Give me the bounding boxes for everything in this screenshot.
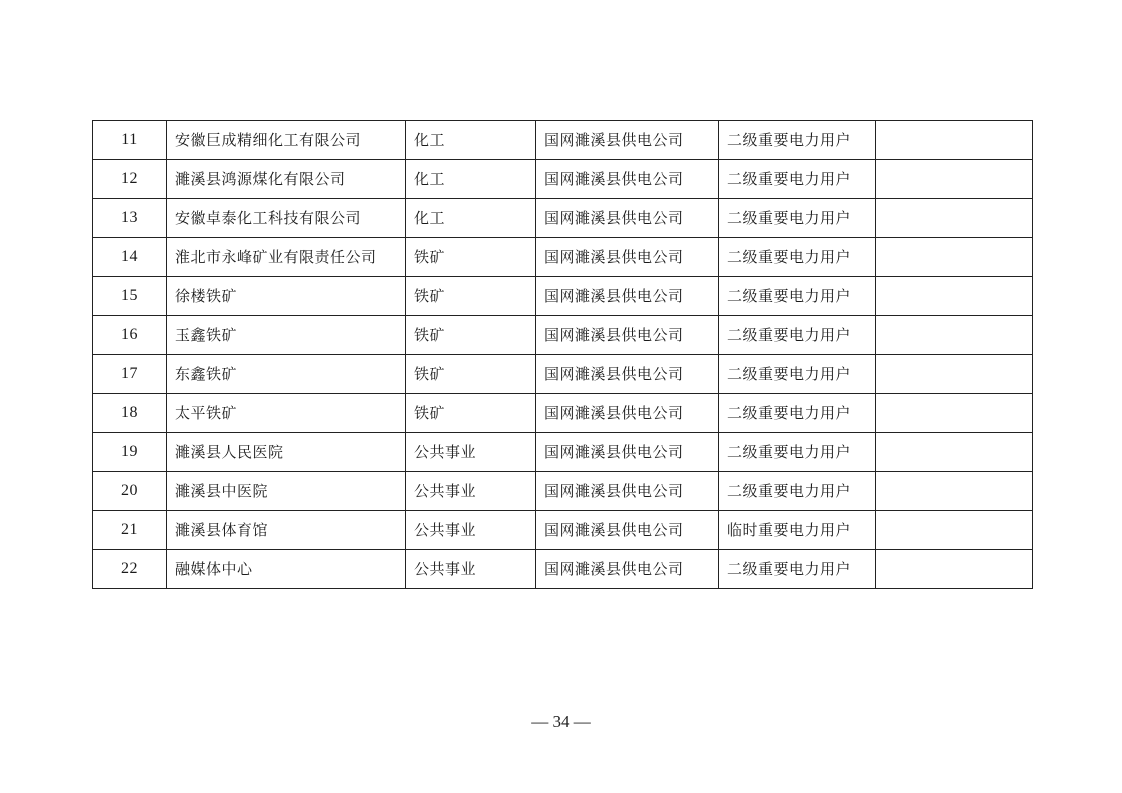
cell-company-name: 融媒体中心	[167, 550, 406, 589]
cell-number: 21	[93, 511, 167, 550]
cell-industry: 公共事业	[406, 433, 536, 472]
table-row	[93, 355, 1033, 394]
cell-company-name: 安徽卓泰化工科技有限公司	[167, 199, 406, 238]
cell-supplier: 国网濉溪县供电公司	[536, 277, 719, 316]
table-row	[93, 121, 1033, 160]
power-users-table	[92, 120, 1033, 589]
cell-number: 17	[93, 355, 167, 394]
cell-number: 16	[93, 316, 167, 355]
cell-supplier: 国网濉溪县供电公司	[536, 511, 719, 550]
cell-user-level: 二级重要电力用户	[719, 199, 876, 238]
cell-supplier: 国网濉溪县供电公司	[536, 316, 719, 355]
cell-supplier: 国网濉溪县供电公司	[536, 472, 719, 511]
cell-user-level: 二级重要电力用户	[719, 121, 876, 160]
cell-industry: 化工	[406, 199, 536, 238]
table-row	[93, 511, 1033, 550]
cell-user-level: 临时重要电力用户	[719, 511, 876, 550]
cell-user-level: 二级重要电力用户	[719, 355, 876, 394]
cell-note	[876, 550, 1033, 589]
cell-company-name: 玉鑫铁矿	[167, 316, 406, 355]
cell-supplier: 国网濉溪县供电公司	[536, 355, 719, 394]
cell-number: 14	[93, 238, 167, 277]
cell-industry: 公共事业	[406, 472, 536, 511]
cell-note	[876, 160, 1033, 199]
cell-note	[876, 199, 1033, 238]
cell-supplier: 国网濉溪县供电公司	[536, 394, 719, 433]
cell-company-name: 濉溪县鸿源煤化有限公司	[167, 160, 406, 199]
cell-number: 18	[93, 394, 167, 433]
cell-company-name: 东鑫铁矿	[167, 355, 406, 394]
cell-number: 11	[93, 121, 167, 160]
cell-user-level: 二级重要电力用户	[719, 550, 876, 589]
table-row	[93, 472, 1033, 511]
cell-industry: 化工	[406, 121, 536, 160]
cell-company-name: 太平铁矿	[167, 394, 406, 433]
cell-industry: 铁矿	[406, 238, 536, 277]
cell-note	[876, 433, 1033, 472]
cell-supplier: 国网濉溪县供电公司	[536, 550, 719, 589]
cell-user-level: 二级重要电力用户	[719, 433, 876, 472]
cell-note	[876, 121, 1033, 160]
table-row	[93, 316, 1033, 355]
table-row	[93, 433, 1033, 472]
cell-supplier: 国网濉溪县供电公司	[536, 433, 719, 472]
cell-supplier: 国网濉溪县供电公司	[536, 160, 719, 199]
cell-number: 19	[93, 433, 167, 472]
cell-user-level: 二级重要电力用户	[719, 160, 876, 199]
cell-company-name: 濉溪县人民医院	[167, 433, 406, 472]
cell-note	[876, 238, 1033, 277]
table-row	[93, 277, 1033, 316]
table-row	[93, 394, 1033, 433]
cell-industry: 铁矿	[406, 355, 536, 394]
cell-company-name: 淮北市永峰矿业有限责任公司	[167, 238, 406, 277]
cell-user-level: 二级重要电力用户	[719, 394, 876, 433]
table-row	[93, 550, 1033, 589]
cell-industry: 化工	[406, 160, 536, 199]
cell-note	[876, 511, 1033, 550]
cell-user-level: 二级重要电力用户	[719, 238, 876, 277]
cell-industry: 公共事业	[406, 511, 536, 550]
cell-number: 12	[93, 160, 167, 199]
cell-company-name: 徐楼铁矿	[167, 277, 406, 316]
cell-company-name: 濉溪县中医院	[167, 472, 406, 511]
cell-supplier: 国网濉溪县供电公司	[536, 199, 719, 238]
table-row	[93, 160, 1033, 199]
cell-number: 13	[93, 199, 167, 238]
cell-note	[876, 394, 1033, 433]
cell-supplier: 国网濉溪县供电公司	[536, 238, 719, 277]
cell-supplier: 国网濉溪县供电公司	[536, 121, 719, 160]
cell-industry: 铁矿	[406, 316, 536, 355]
cell-note	[876, 277, 1033, 316]
cell-user-level: 二级重要电力用户	[719, 316, 876, 355]
cell-number: 15	[93, 277, 167, 316]
table-row	[93, 199, 1033, 238]
cell-industry: 铁矿	[406, 277, 536, 316]
cell-user-level: 二级重要电力用户	[719, 277, 876, 316]
cell-company-name: 安徽巨成精细化工有限公司	[167, 121, 406, 160]
cell-user-level: 二级重要电力用户	[719, 472, 876, 511]
cell-industry: 铁矿	[406, 394, 536, 433]
table-row	[93, 238, 1033, 277]
table-body	[93, 121, 1033, 589]
cell-company-name: 濉溪县体育馆	[167, 511, 406, 550]
cell-note	[876, 316, 1033, 355]
cell-note	[876, 355, 1033, 394]
cell-note	[876, 472, 1033, 511]
cell-industry: 公共事业	[406, 550, 536, 589]
page-number: — 34 —	[531, 712, 591, 731]
cell-number: 20	[93, 472, 167, 511]
cell-number: 22	[93, 550, 167, 589]
